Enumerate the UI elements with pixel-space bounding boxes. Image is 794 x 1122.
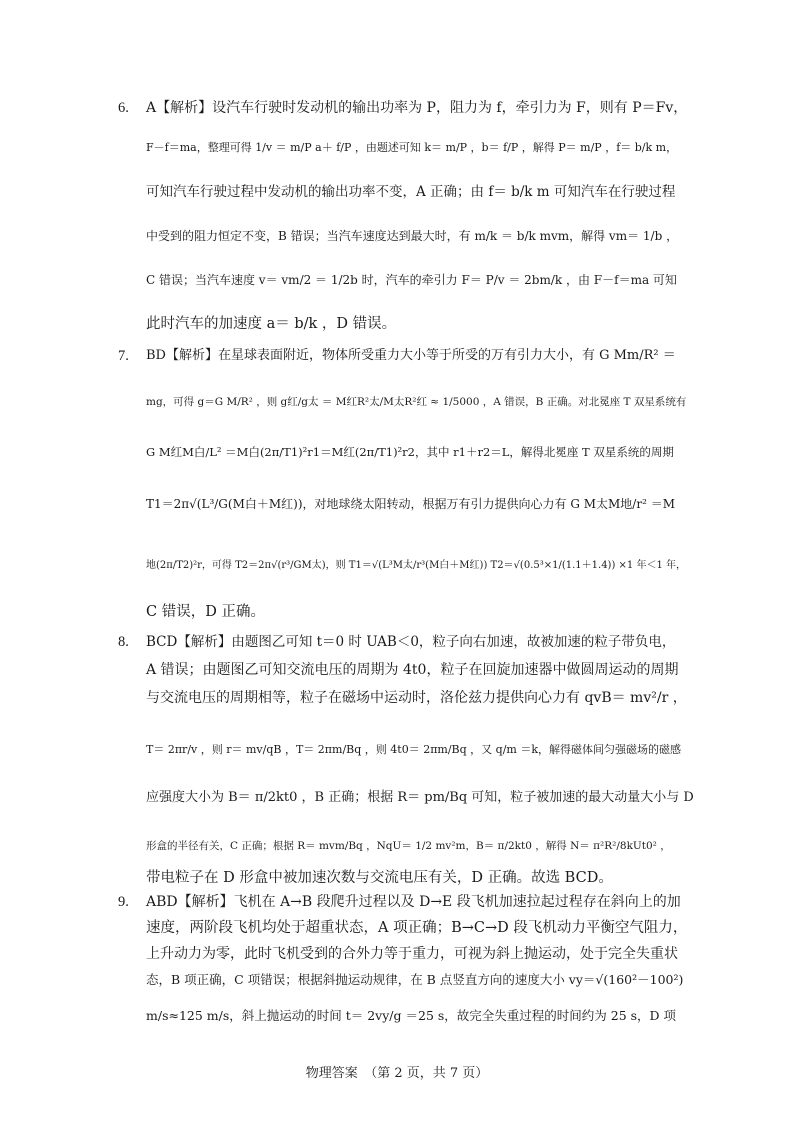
q7-line-6: C 错误，D 正确。 [146, 604, 265, 620]
q8-line-2: A 错误；由题图乙可知交流电压的周期为 4t0，粒子在回旋加速器中做圆周运动的周期 [146, 662, 679, 678]
q8-line-6: 形盒的半径有关，C 正确；根据 R＝ mvm/Bq ，NqU＝ 1/2 mv²m，B＝ π/2kt0 ，解得 N＝ π²R²/8kUt0² ， [146, 840, 671, 852]
q8-line-4: T＝ 2πr/v ，则 r＝ mv/qB ，T＝ 2πm/Bq ，则 4t0＝ 2πm/Bq ，又 q/m ＝k，解得磁体间匀强磁场的磁感 [146, 743, 682, 756]
q7-line-5: 地(2π/T2)²r，可得 T2＝2π√(r³/GM太)，则 T1＝√(L³M太/r³(M白＋M红)) T2＝√(0.5³×1/(1.1＋1.4)) ×1 年＜1 年， [146, 560, 687, 571]
q9-line-2: 速度，两阶段飞机均处于超重状态，A 项正确；B→C→D 段飞机动力平衡空气阻力， [146, 920, 688, 936]
page-footer: 物理答案 （第 2 页，共 7 页） [305, 1066, 489, 1081]
q7-line-2: mg，可得 g＝G M/R² ，则 g红/g太 ＝ M红R²太/M太R²红 ≈ 1/5000 ，A 错误，B 正确。对北冕座 T 双星系统有 [146, 396, 687, 408]
q6-number: 6. [118, 100, 129, 116]
q7-line-1: BD【解析】在星球表面附近，物体所受重力大小等于所受的万有引力大小，有 G Mm/R² ＝ [146, 348, 676, 363]
q8-line-5: 应强度大小为 B＝ π/2kt0 ，B 正确；根据 R＝ pm/Bq 可知，粒子被加速的最大动量大小与 D [146, 790, 694, 805]
q6-line-5: C 错误；当汽车速度 v＝ vm/2 ＝ 1/2b 时，汽车的牵引力 F＝ P/v ＝ 2bm/k ，由 F－f＝ma 可知 [146, 273, 677, 287]
q7-line-4: T1＝2π√(L³/G(M白＋M红))，对地球绕太阳转动，根据万有引力提供向心力有 G M太M地/r² ＝M [146, 497, 675, 511]
q6-line-2: F－f＝ma，整理可得 1/v ＝ m/P a＋ f/P ，由题述可知 k＝ m/P ，b＝ f/P ，解得 P＝ m/P ，f＝ b/k m， [146, 141, 678, 154]
q9-line-5: m/s≈125 m/s，斜上抛运动的时间 t＝ 2vy/g ＝25 s，故完全失重过程的时间约为 25 s，D 项 [146, 1008, 677, 1023]
q8-line-3: 与交流电压的周期相等，粒子在磁场中运动时，洛伦兹力提供向心力有 qvB＝ mv²/r ， [146, 690, 687, 706]
q6-line-3: 可知汽车行驶过程中发动机的输出功率不变，A 正确；由 f＝ b/k m 可知汽车在行驶过程 [146, 184, 676, 200]
q6-line-4: 中受到的阻力恒定不变，B 错误；当汽车速度达到最大时，有 m/k ＝ b/k mvm，解得 vm＝ 1/b ， [146, 229, 679, 243]
q9-line-1: ABD【解析】飞机在 A→B 段爬升过程以及 D→E 段飞机加速拉起过程存在斜向上的加 [146, 894, 681, 910]
q6-line-1: A【解析】设汽车行驶时发动机的输出功率为 P，阻力为 f，牵引力为 F，则有 P＝Fv， [146, 100, 688, 116]
q9-line-4: 态，B 项正确，C 项错误；根据斜抛运动规律，在 B 点竖直方向的速度大小 vy＝√(160²－100²) [146, 972, 684, 987]
q8-line-1: BCD【解析】由题图乙可知 t＝0 时 UAB＜0，粒子向右加速，故被加速的粒子带负电， [146, 634, 676, 650]
q8-number: 8. [118, 634, 129, 650]
q7-line-3: G M红M白/L² ＝M白(2π/T1)²r1＝M红(2π/T1)²r2，其中 r1＋r2＝L，解得北冕座 T 双星系统的周期 [146, 445, 674, 459]
q8-line-7: 带电粒子在 D 形盒中被加速次数与交流电压有关，D 正确。故选 BCD。 [146, 870, 613, 886]
q9-line-3: 上升动力为零，此时飞机受到的合外力等于重力，可视为斜上抛运动，处于完全失重状 [146, 946, 678, 962]
q9-number: 9. [118, 894, 129, 910]
q7-number: 7. [118, 348, 129, 364]
q6-line-6: 此时汽车的加速度 a＝ b/k ，D 错误。 [146, 316, 397, 332]
